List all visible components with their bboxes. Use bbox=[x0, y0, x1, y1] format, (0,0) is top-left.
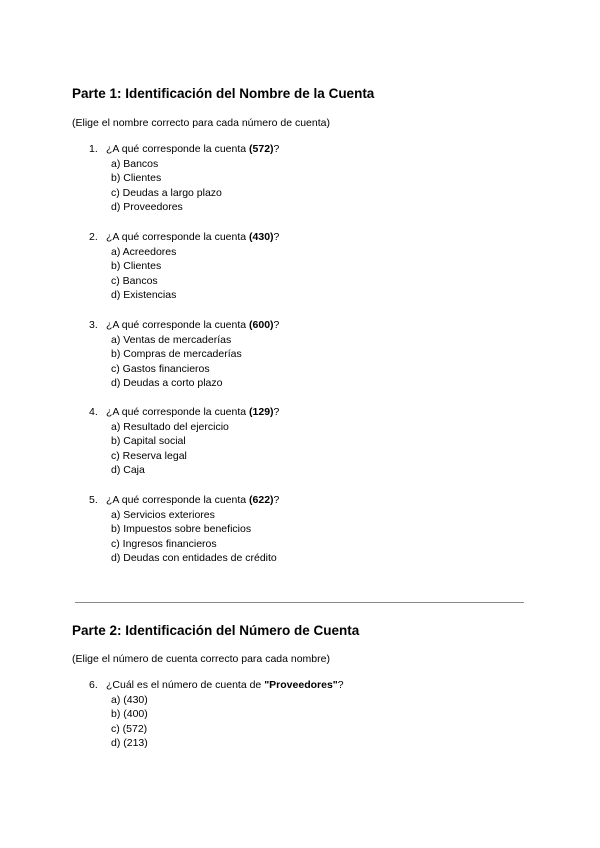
account-code: (430) bbox=[249, 231, 274, 243]
question-mark: ? bbox=[273, 143, 280, 155]
question-text: ¿Cuál es el número de cuenta de bbox=[106, 679, 265, 691]
question-number: 3. bbox=[89, 319, 98, 331]
option-b: b) (400) bbox=[111, 708, 148, 721]
question-mark: ? bbox=[273, 231, 280, 243]
option-b: b) Capital social bbox=[111, 435, 186, 448]
option-d: d) (213) bbox=[111, 737, 148, 750]
account-name: "Proveedores" bbox=[264, 679, 338, 691]
question-number: 4. bbox=[89, 406, 98, 418]
question-1 bbox=[89, 142, 529, 215]
option-c: c) Reserva legal bbox=[111, 449, 187, 462]
question-3 bbox=[89, 318, 529, 391]
question-6 bbox=[89, 678, 529, 751]
option-a: a) Bancos bbox=[111, 157, 159, 170]
option-d: d) Existencias bbox=[111, 289, 177, 302]
question-number: 2. bbox=[89, 231, 98, 243]
question-mark: ? bbox=[337, 679, 344, 691]
question-number: 1. bbox=[89, 143, 98, 155]
option-d: d) Caja bbox=[111, 464, 145, 477]
option-a: a) Acreedores bbox=[111, 245, 177, 258]
part1-instruction: (Elige el nombre correcto para cada número de cuenta) bbox=[72, 117, 330, 129]
option-c: c) Gastos financieros bbox=[111, 362, 210, 375]
account-code: (600) bbox=[249, 319, 274, 331]
option-b: b) Clientes bbox=[111, 260, 162, 273]
option-c: c) Deudas a largo plazo bbox=[111, 186, 222, 199]
question-mark: ? bbox=[273, 494, 280, 506]
question-4 bbox=[89, 405, 529, 478]
section-divider bbox=[75, 602, 524, 603]
account-code: (572) bbox=[249, 143, 274, 155]
question-number: 5. bbox=[89, 494, 98, 506]
part2-title: Parte 2: Identificación del Número de Cuenta bbox=[72, 623, 360, 638]
question-mark: ? bbox=[273, 406, 280, 418]
part2-instruction: (Elige el número de cuenta correcto para cada nombre) bbox=[72, 653, 330, 665]
question-text: ¿A qué corresponde la cuenta bbox=[106, 143, 250, 155]
account-code: (622) bbox=[249, 494, 274, 506]
option-c: c) Bancos bbox=[111, 274, 158, 287]
question-text: ¿A qué corresponde la cuenta bbox=[106, 319, 250, 331]
account-code: (129) bbox=[249, 406, 274, 418]
question-text: ¿A qué corresponde la cuenta bbox=[106, 494, 250, 506]
option-a: a) Resultado del ejercicio bbox=[111, 420, 229, 433]
option-c: c) Ingresos financieros bbox=[111, 537, 217, 550]
question-2 bbox=[89, 230, 529, 303]
option-a: a) Servicios exteriores bbox=[111, 508, 215, 521]
option-d: d) Deudas a corto plazo bbox=[111, 377, 223, 390]
question-text: ¿A qué corresponde la cuenta bbox=[106, 231, 250, 243]
option-b: b) Impuestos sobre beneficios bbox=[111, 523, 252, 536]
question-5 bbox=[89, 493, 529, 566]
question-text: ¿A qué corresponde la cuenta bbox=[106, 406, 250, 418]
option-d: d) Deudas con entidades de crédito bbox=[111, 552, 277, 565]
option-b: b) Compras de mercaderías bbox=[111, 348, 242, 361]
option-d: d) Proveedores bbox=[111, 201, 183, 214]
option-c: c) (572) bbox=[111, 722, 148, 735]
option-a: a) (430) bbox=[111, 693, 148, 706]
part1-title: Parte 1: Identificación del Nombre de la Cuenta bbox=[72, 86, 375, 101]
option-a: a) Ventas de mercaderías bbox=[111, 333, 232, 346]
option-b: b) Clientes bbox=[111, 172, 162, 185]
question-mark: ? bbox=[273, 319, 280, 331]
question-number: 6. bbox=[89, 679, 98, 691]
